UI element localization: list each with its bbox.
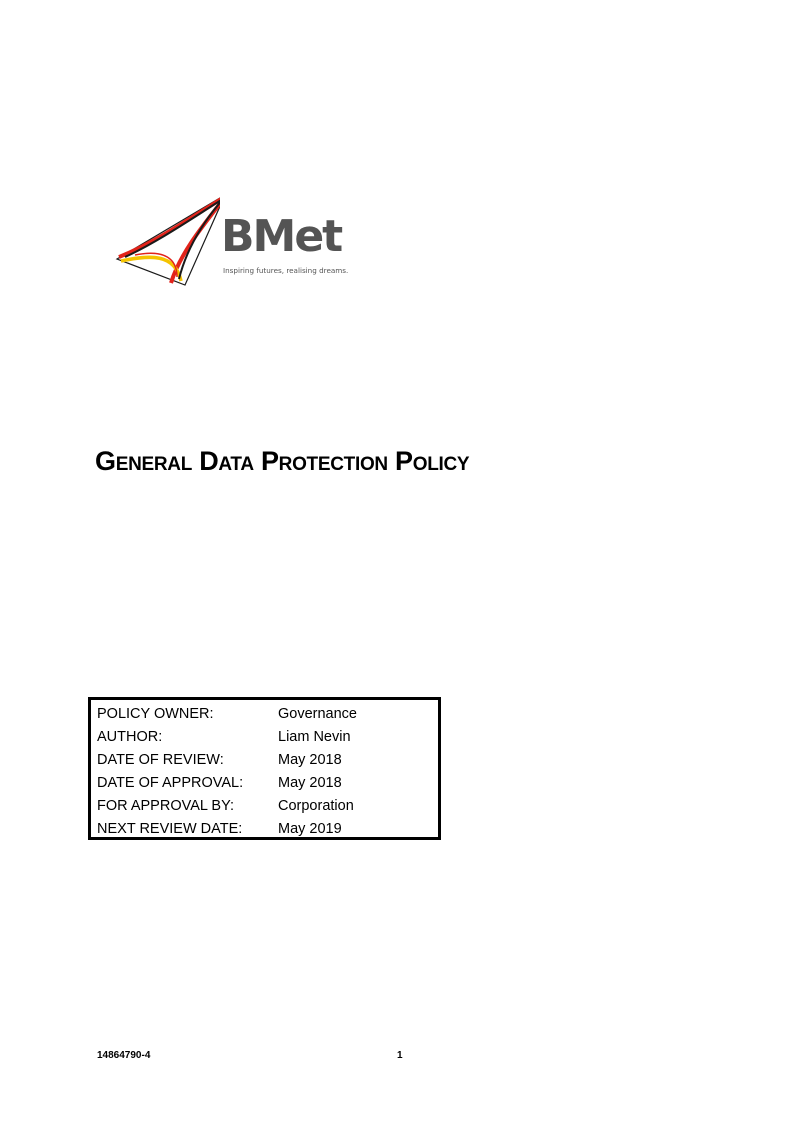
policy-info-table: [88, 697, 441, 840]
info-value: Governance: [278, 706, 357, 722]
info-value: May 2019: [278, 821, 342, 837]
info-value: May 2018: [278, 752, 342, 768]
info-label: DATE OF REVIEW:: [97, 752, 224, 768]
footer-document-reference: 14864790-4: [97, 1050, 151, 1061]
document-title: General Data Protection Policy: [95, 446, 470, 476]
info-label: FOR APPROVAL BY:: [97, 798, 234, 814]
logo-tagline: Inspiring futures, realising dreams.: [223, 266, 349, 275]
info-label: POLICY OWNER:: [97, 706, 214, 722]
info-value: Liam Nevin: [278, 729, 351, 745]
bmet-logo: [115, 193, 355, 288]
info-value: May 2018: [278, 775, 342, 791]
info-label: DATE OF APPROVAL:: [97, 775, 244, 791]
info-value: Corporation: [278, 798, 354, 814]
logo-wordmark: BMet: [221, 211, 342, 262]
info-label: NEXT REVIEW DATE:: [97, 821, 243, 837]
bmet-triangle-icon: [115, 193, 220, 288]
footer-page-number: 1: [397, 1050, 403, 1061]
info-label: AUTHOR:: [97, 729, 163, 745]
